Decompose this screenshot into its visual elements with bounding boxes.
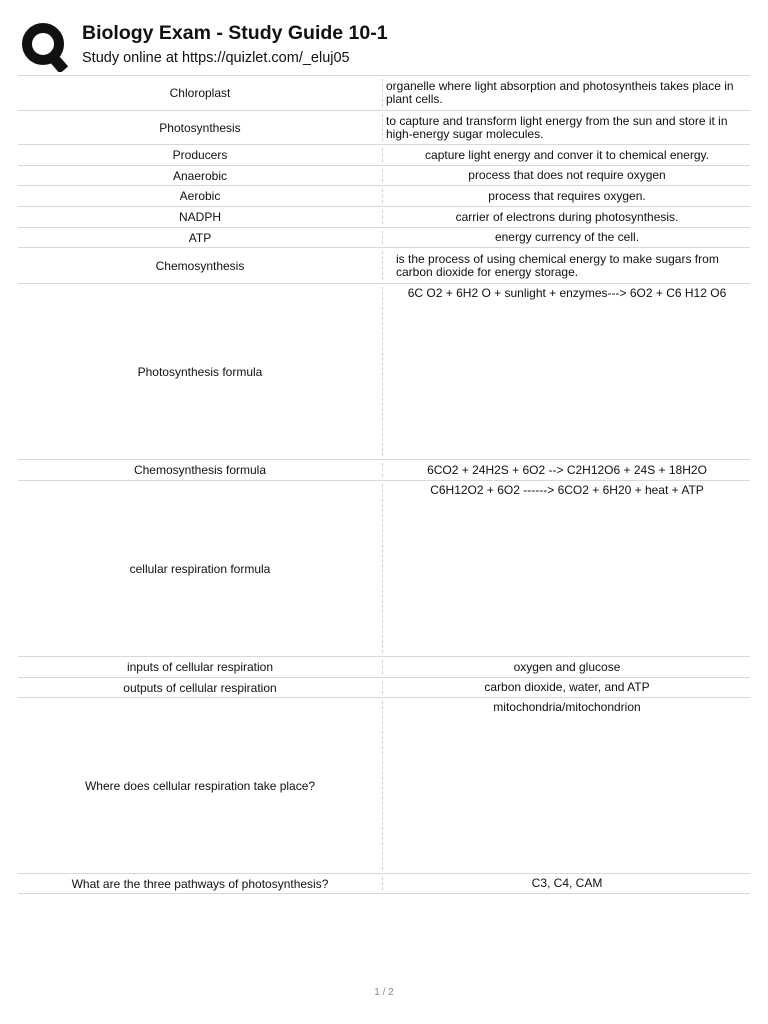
card-row bbox=[18, 227, 750, 247]
card-definition: to capture and transform light energy from the sun and store it in high-energy sugar molecules. bbox=[386, 113, 728, 141]
card-term: Chemosynthesis formula bbox=[133, 463, 267, 477]
card-term: Chemosynthesis bbox=[155, 258, 245, 273]
card-definition: oxygen and glucose bbox=[513, 659, 621, 674]
card-definition: C6H12O2 + 6O2 ------> 6CO2 + 6H20 + heat + ATP bbox=[430, 483, 704, 497]
page-title: Biology Exam - Study Guide 10-1 bbox=[82, 22, 388, 44]
card-divider bbox=[382, 79, 383, 107]
card-definition: is the process of using chemical energy to make sugars from carbon dioxide for energy storage. bbox=[396, 251, 719, 279]
card-row bbox=[18, 283, 750, 459]
card-term: Chloroplast bbox=[169, 86, 231, 100]
card-row bbox=[18, 873, 750, 894]
card-term: Photosynthesis bbox=[159, 120, 241, 135]
card-definition: C3, C4, CAM bbox=[531, 876, 603, 890]
card-row bbox=[18, 185, 750, 206]
card-term: Anaerobic bbox=[172, 168, 228, 183]
page-number: 1 / 2 bbox=[374, 987, 394, 998]
card-divider bbox=[382, 484, 383, 653]
card-divider bbox=[382, 463, 383, 477]
flashcard-table bbox=[18, 75, 750, 894]
card-definition: energy currency of the cell. bbox=[494, 230, 640, 244]
card-divider bbox=[382, 210, 383, 224]
card-definition: carbon dioxide, water, and ATP bbox=[484, 680, 650, 694]
card-term: Producers bbox=[172, 148, 228, 162]
card-row bbox=[18, 110, 750, 144]
card-term: Aerobic bbox=[179, 189, 221, 203]
card-divider bbox=[382, 287, 383, 456]
card-definition: process that does not require oxygen bbox=[468, 168, 666, 182]
card-definition: 6CO2 + 24H2S + 6O2 --> C2H12O6 + 24S + 18H2O bbox=[427, 462, 707, 477]
card-divider bbox=[382, 701, 383, 870]
card-row bbox=[18, 459, 750, 480]
card-divider bbox=[382, 681, 383, 694]
card-divider bbox=[382, 660, 383, 674]
card-definition: process that requires oxygen. bbox=[488, 188, 646, 203]
card-term: NADPH bbox=[178, 210, 221, 224]
card-divider bbox=[382, 189, 383, 203]
card-term: Where does cellular respiration take place? bbox=[84, 778, 316, 793]
card-row bbox=[18, 480, 750, 656]
card-row bbox=[18, 165, 750, 185]
card-row bbox=[18, 206, 750, 227]
card-term: ATP bbox=[188, 230, 212, 245]
card-divider bbox=[382, 877, 383, 890]
card-row bbox=[18, 75, 750, 110]
card-divider bbox=[382, 251, 383, 280]
card-term: What are the three pathways of photosynthesis? bbox=[71, 876, 329, 891]
card-term: Photosynthesis formula bbox=[137, 364, 263, 379]
card-divider bbox=[382, 148, 383, 162]
card-definition: organelle where light absorption and photosyntheis takes place in plant cells. bbox=[386, 79, 734, 106]
card-row bbox=[18, 247, 750, 283]
card-row bbox=[18, 677, 750, 697]
card-term: outputs of cellular respiration bbox=[123, 680, 277, 695]
card-definition: mitochondria/mitochondrion bbox=[493, 700, 641, 714]
card-divider bbox=[382, 231, 383, 244]
study-online-link[interactable]: Study online at https://quizlet.com/_eluj05 bbox=[82, 50, 350, 66]
card-definition: 6C O2 + 6H2 O + sunlight + enzymes---> 6O2 + C6 H12 O6 bbox=[407, 286, 727, 300]
card-row bbox=[18, 144, 750, 165]
card-divider bbox=[382, 114, 383, 141]
card-term: inputs of cellular respiration bbox=[126, 660, 274, 674]
card-definition: carrier of electrons during photosynthesis. bbox=[455, 209, 679, 224]
card-row bbox=[18, 697, 750, 873]
card-divider bbox=[382, 169, 383, 182]
card-term: cellular respiration formula bbox=[129, 561, 271, 576]
card-row bbox=[18, 656, 750, 677]
card-definition: capture light energy and conver it to chemical energy. bbox=[425, 147, 709, 162]
quizlet-logo-icon bbox=[20, 20, 70, 72]
